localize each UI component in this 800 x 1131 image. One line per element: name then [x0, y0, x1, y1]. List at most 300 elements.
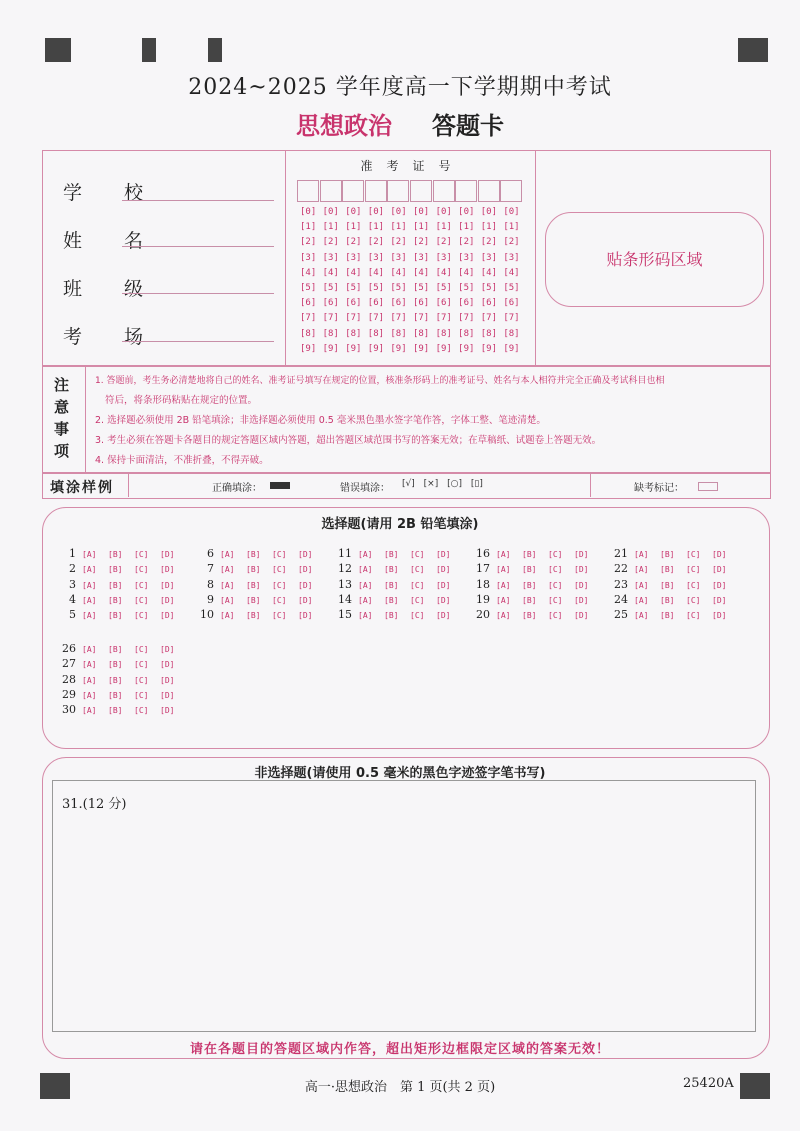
zkz-digit-cell[interactable] — [410, 180, 432, 202]
wrong-fill-label: 错误填涂： — [340, 483, 390, 494]
zkz-digit-row — [300, 207, 526, 217]
mc-option-bubble[interactable]: [B] — [246, 611, 261, 621]
mc-option-bubble[interactable]: [A] — [358, 565, 373, 575]
zkz-bubble[interactable]: [2] — [435, 237, 452, 248]
zkz-bubble[interactable]: [3] — [412, 252, 430, 263]
mc-option-bubble[interactable]: [C] — [410, 580, 425, 590]
mc-option-bubble[interactable]: [D] — [712, 565, 727, 575]
mc-option-bubble[interactable]: [A] — [358, 580, 373, 590]
mc-option-bubble[interactable]: [C] — [410, 611, 425, 621]
mc-option-bubble[interactable]: [D] — [298, 580, 313, 590]
zkz-bubble[interactable]: [4] — [458, 267, 475, 278]
mc-option-bubble[interactable]: [C] — [134, 690, 149, 700]
zkz-bubble[interactable]: [8] — [435, 328, 452, 339]
zkz-bubble[interactable]: [0] — [345, 207, 362, 217]
zkz-bubble[interactable]: [2] — [322, 237, 339, 248]
mc-option-bubble[interactable]: [D] — [160, 565, 175, 575]
mc-option-bubble[interactable]: [D] — [298, 611, 313, 621]
mc-option-bubble[interactable]: [B] — [660, 595, 675, 605]
zkz-bubble[interactable]: [3] — [322, 252, 339, 263]
zkz-bubble[interactable]: [8] — [345, 328, 362, 339]
zkz-bubble[interactable]: [9] — [367, 343, 385, 354]
mc-option-bubble[interactable]: [A] — [220, 595, 235, 605]
zkz-bubble[interactable]: [4] — [322, 267, 339, 278]
mc-option-bubble[interactable]: [B] — [108, 565, 123, 575]
mc-question-number: 1 — [69, 547, 76, 560]
zkz-bubble[interactable]: [8] — [412, 328, 430, 339]
zkz-digit-cell[interactable] — [455, 180, 477, 202]
mc-option-bubble[interactable]: [D] — [160, 611, 175, 621]
mc-option-bubble[interactable]: [B] — [522, 565, 537, 575]
zkz-bubble[interactable]: [6] — [503, 298, 520, 309]
zkz-bubble[interactable]: [2] — [458, 237, 475, 248]
mc-option-bubble[interactable]: [D] — [298, 565, 313, 575]
class-field[interactable] — [122, 293, 274, 294]
timing-mark — [45, 38, 71, 62]
mc-option-bubble[interactable]: [A] — [496, 550, 511, 559]
mc-option-bubble[interactable]: [D] — [436, 595, 451, 605]
zkz-digit-cell[interactable] — [297, 180, 319, 202]
zkz-bubble[interactable]: [8] — [458, 328, 475, 339]
mc-option-bubble[interactable]: [B] — [522, 611, 537, 621]
zkz-bubble[interactable]: [5] — [412, 283, 430, 293]
zkz-digit-cell[interactable] — [365, 180, 387, 202]
mc-option-bubble[interactable]: [C] — [272, 550, 287, 559]
mc-option-bubble[interactable]: [A] — [220, 565, 235, 575]
mc-option-bubble[interactable]: [B] — [108, 675, 123, 685]
mc-option-bubble[interactable]: [A] — [496, 595, 511, 605]
notes-heading-char: 意 — [54, 398, 70, 416]
card-label: 答题卡 — [432, 111, 504, 140]
zkz-bubble[interactable]: [5] — [367, 283, 385, 293]
zkz-digit-row — [300, 268, 526, 278]
mc-option-bubble[interactable]: [D] — [436, 580, 451, 590]
zkz-bubble[interactable]: [9] — [412, 343, 430, 354]
mc-question-row — [610, 547, 738, 560]
zkz-bubble[interactable]: [0] — [412, 207, 430, 217]
zkz-bubble[interactable]: [8] — [390, 328, 407, 339]
mc-option-bubble[interactable]: [C] — [686, 595, 701, 605]
mc-option-bubble[interactable]: [C] — [272, 595, 287, 605]
mc-option-bubble[interactable]: [C] — [548, 580, 563, 590]
mc-option-bubble[interactable]: [C] — [272, 611, 287, 621]
mc-question-row — [610, 608, 738, 621]
mc-option-bubble[interactable]: [B] — [660, 550, 675, 559]
mc-option-bubble[interactable]: [C] — [548, 611, 563, 621]
name-label: 姓 名 — [63, 230, 162, 252]
mc-option-bubble[interactable]: [C] — [548, 565, 563, 575]
zkz-bubble[interactable]: [9] — [390, 343, 407, 354]
zkz-bubble[interactable]: [1] — [435, 222, 452, 233]
zkz-bubble[interactable]: [8] — [480, 328, 498, 339]
mc-option-bubble[interactable]: [B] — [522, 580, 537, 590]
mc-option-bubble[interactable]: [B] — [108, 690, 123, 700]
mc-option-bubble[interactable]: [B] — [660, 611, 675, 621]
zkz-bubble[interactable]: [3] — [367, 252, 385, 263]
zkz-bubble[interactable]: [5] — [435, 283, 452, 293]
zkz-bubble[interactable]: [2] — [390, 237, 407, 248]
mc-option-bubble[interactable]: [B] — [522, 595, 537, 605]
zkz-digit-row — [300, 237, 526, 247]
mc-question-number: 13 — [338, 577, 352, 591]
mc-option-bubble[interactable]: [B] — [108, 595, 123, 605]
name-field[interactable] — [122, 246, 274, 247]
mc-option-bubble[interactable]: [A] — [220, 580, 235, 590]
zkz-bubble[interactable]: [6] — [458, 298, 475, 309]
zkz-bubble[interactable]: [2] — [503, 237, 520, 248]
zkz-bubble[interactable]: [4] — [412, 267, 430, 278]
mc-question-row — [196, 608, 324, 621]
mc-option-bubble[interactable]: [A] — [358, 611, 373, 621]
note-line: 2. 选择题必须使用 2B 铅笔填涂；非选择题必须使用 0.5 毫米黑色墨水签字笔作答，字体工整、笔迹清楚。 — [95, 415, 546, 426]
zkz-bubble[interactable]: [1] — [367, 222, 385, 233]
mc-option-bubble[interactable]: [A] — [220, 550, 235, 559]
zkz-bubble[interactable]: [7] — [367, 313, 385, 324]
zkz-bubble[interactable]: [6] — [480, 298, 498, 309]
mc-option-bubble[interactable]: [C] — [134, 660, 149, 670]
room-field[interactable] — [122, 341, 274, 342]
zkz-bubble[interactable]: [1] — [300, 222, 317, 233]
mc-option-bubble[interactable]: [C] — [686, 580, 701, 590]
mc-option-bubble[interactable]: [D] — [160, 690, 175, 700]
mc-option-bubble[interactable]: [D] — [712, 550, 727, 559]
mc-option-bubble[interactable]: [C] — [134, 595, 149, 605]
barcode-label: 贴条形码区域 — [606, 250, 703, 269]
zkz-bubble[interactable]: [4] — [390, 267, 407, 278]
timing-mark — [208, 38, 222, 62]
zkz-divider-right — [535, 150, 536, 365]
mc-option-bubble[interactable]: [C] — [134, 675, 149, 685]
zkz-bubble[interactable]: [3] — [503, 252, 520, 263]
mc-option-bubble[interactable]: [D] — [160, 550, 175, 559]
mc-option-bubble[interactable]: [A] — [496, 565, 511, 575]
mc-option-bubble[interactable]: [A] — [82, 565, 97, 575]
mc-option-bubble[interactable]: [C] — [686, 565, 701, 575]
mc-question-number: 4 — [69, 592, 76, 606]
wrong-sample: [√] — [402, 479, 415, 489]
zkz-bubble[interactable]: [5] — [345, 283, 362, 293]
timing-mark — [738, 38, 768, 62]
mc-option-bubble[interactable]: [C] — [548, 550, 563, 559]
mc-option-bubble[interactable]: [D] — [574, 580, 589, 590]
mc-option-bubble[interactable]: [D] — [436, 565, 451, 575]
mc-option-bubble[interactable]: [D] — [298, 595, 313, 605]
mc-option-bubble[interactable]: [A] — [82, 550, 97, 559]
mc-question-number: 19 — [476, 592, 490, 606]
zkz-bubble[interactable]: [2] — [480, 237, 498, 248]
q31-answer-area[interactable] — [52, 780, 756, 1032]
mc-option-bubble[interactable]: [C] — [134, 550, 149, 559]
mc-option-bubble[interactable]: [C] — [134, 645, 149, 654]
mc-option-bubble[interactable]: [D] — [160, 675, 175, 685]
subject-name: 思想政治 — [296, 111, 392, 140]
mc-option-bubble[interactable]: [D] — [160, 645, 175, 654]
mc-option-bubble[interactable]: [C] — [272, 580, 287, 590]
zkz-bubble[interactable]: [9] — [503, 343, 520, 354]
zkz-bubble[interactable]: [9] — [435, 343, 452, 354]
wrong-sample: [×] — [423, 479, 439, 489]
zkz-bubble[interactable]: [6] — [300, 298, 317, 309]
note-line: 符后，将条形码粘贴在规定的位置。 — [105, 395, 258, 406]
mc-question-number: 29 — [62, 687, 76, 701]
zkz-bubble[interactable]: [2] — [412, 237, 430, 248]
zkz-digit-cell[interactable] — [500, 180, 522, 202]
zkz-bubble[interactable]: [5] — [503, 283, 520, 293]
zkz-bubble[interactable]: [5] — [322, 283, 339, 293]
zkz-bubble[interactable]: [7] — [322, 313, 339, 324]
mc-question-number: 28 — [62, 672, 76, 686]
zkz-digit-cell[interactable] — [478, 180, 500, 202]
zkz-bubble[interactable]: [3] — [435, 252, 452, 263]
zkz-bubble[interactable]: [4] — [367, 267, 385, 278]
mc-option-bubble[interactable]: [B] — [660, 580, 675, 590]
mc-option-bubble[interactable]: [A] — [82, 611, 97, 621]
mc-option-bubble[interactable]: [A] — [82, 706, 97, 716]
mc-option-bubble[interactable]: [D] — [712, 611, 727, 621]
mc-question-number: 23 — [614, 577, 628, 591]
zkz-digit-row — [300, 283, 526, 293]
mc-option-bubble[interactable]: [D] — [436, 550, 451, 559]
mc-question-number: 24 — [614, 592, 628, 606]
zkz-bubble[interactable]: [5] — [390, 283, 407, 293]
mc-option-bubble[interactable]: [C] — [134, 580, 149, 590]
mc-option-bubble[interactable]: [D] — [298, 550, 313, 559]
mc-option-bubble[interactable]: [A] — [82, 645, 97, 654]
note-line: 4. 保持卡面清洁，不准折叠，不得弄破。 — [95, 455, 269, 466]
zkz-bubble[interactable]: [7] — [390, 313, 407, 324]
mc-question-number: 6 — [207, 547, 214, 560]
mc-option-bubble[interactable]: [B] — [108, 580, 123, 590]
zkz-bubble[interactable]: [8] — [367, 328, 385, 339]
zkz-bubble[interactable]: [6] — [345, 298, 362, 309]
mc-option-bubble[interactable]: [D] — [160, 660, 175, 670]
mc-option-bubble[interactable]: [D] — [436, 611, 451, 621]
mc-option-bubble[interactable]: [A] — [82, 660, 97, 670]
zkz-bubble[interactable]: [6] — [367, 298, 385, 309]
mc-option-bubble[interactable]: [C] — [134, 706, 149, 716]
mc-option-bubble[interactable]: [D] — [160, 595, 175, 605]
zkz-bubble[interactable]: [0] — [503, 207, 520, 217]
mc-question-row — [472, 593, 600, 606]
mc-option-bubble[interactable]: [C] — [134, 611, 149, 621]
mc-option-bubble[interactable]: [C] — [410, 595, 425, 605]
out-of-bounds-warning: 请在各题目的答题区域内作答，超出矩形边框限定区域的答案无效！ — [189, 1042, 610, 1057]
mc-option-bubble[interactable]: [B] — [108, 611, 123, 621]
fill-divider — [590, 472, 591, 497]
zkz-bubble[interactable]: [4] — [300, 267, 317, 278]
mc-option-bubble[interactable]: [C] — [272, 565, 287, 575]
notes-text — [95, 371, 765, 471]
mc-question-number: 25 — [614, 608, 628, 622]
barcode-area — [545, 212, 764, 307]
mc-question-row — [196, 562, 324, 575]
mc-question-row — [58, 642, 186, 655]
mc-question-row — [58, 673, 186, 686]
zkz-bubble[interactable]: [0] — [480, 207, 498, 217]
zkz-bubble[interactable]: [6] — [390, 298, 407, 309]
zkz-bubble[interactable]: [7] — [345, 313, 362, 324]
zkz-bubble[interactable]: [4] — [435, 267, 452, 278]
mc-option-bubble[interactable]: [A] — [220, 611, 235, 621]
zkz-bubble[interactable]: [9] — [322, 343, 339, 354]
zkz-bubble[interactable]: [3] — [390, 252, 407, 263]
zkz-bubble[interactable]: [6] — [412, 298, 430, 309]
mc-option-bubble[interactable]: [B] — [108, 660, 123, 670]
mc-option-bubble[interactable]: [B] — [384, 565, 399, 575]
zkz-bubble[interactable]: [6] — [322, 298, 339, 309]
mc-question-number: 26 — [62, 642, 76, 655]
zkz-digit-cell[interactable] — [320, 180, 342, 202]
zkz-bubble[interactable]: [5] — [458, 283, 475, 293]
zkz-bubble[interactable]: [4] — [480, 267, 498, 278]
zkz-bubble[interactable]: [7] — [458, 313, 475, 324]
mc-option-bubble[interactable]: [B] — [108, 550, 123, 559]
mc-option-bubble[interactable]: [A] — [496, 611, 511, 621]
zkz-bubble[interactable]: [9] — [458, 343, 475, 354]
zkz-bubble[interactable]: [1] — [345, 222, 362, 233]
mc-option-bubble[interactable]: [D] — [712, 580, 727, 590]
mc-question-row — [196, 547, 324, 560]
zkz-bubble[interactable]: [8] — [322, 328, 339, 339]
zkz-digit-cell[interactable] — [342, 180, 364, 202]
mc-question-row — [472, 608, 600, 621]
mc-option-bubble[interactable]: [C] — [686, 550, 701, 559]
zkz-bubble[interactable]: [0] — [435, 207, 452, 217]
zkz-bubble[interactable]: [8] — [300, 328, 317, 339]
mc-option-bubble[interactable]: [A] — [358, 595, 373, 605]
mc-option-bubble[interactable]: [C] — [134, 565, 149, 575]
zkz-bubble[interactable]: [5] — [300, 283, 317, 293]
timing-mark — [142, 38, 156, 62]
card-code: 25420A — [683, 1076, 734, 1091]
zkz-bubble[interactable]: [9] — [345, 343, 362, 354]
zkz-bubble[interactable]: [2] — [300, 237, 317, 248]
zkz-bubble[interactable]: [0] — [322, 207, 339, 217]
mc-option-bubble[interactable]: [B] — [660, 565, 675, 575]
zkz-bubble[interactable]: [1] — [412, 222, 430, 233]
mc-option-bubble[interactable]: [A] — [634, 565, 649, 575]
school-label: 学 校 — [63, 182, 162, 204]
zkz-bubble[interactable]: [4] — [503, 267, 520, 278]
mc-option-bubble[interactable]: [B] — [108, 706, 123, 716]
mc-option-bubble[interactable]: [D] — [160, 706, 175, 716]
zkz-bubble[interactable]: [3] — [345, 252, 362, 263]
mc-question-row — [58, 593, 186, 606]
wrong-sample: [▯] — [470, 479, 483, 489]
mc-option-bubble[interactable]: [A] — [82, 675, 97, 685]
mc-question-number: 2 — [69, 562, 76, 576]
mc-option-bubble[interactable]: [B] — [384, 580, 399, 590]
mc-option-bubble[interactable]: [A] — [82, 690, 97, 700]
zkz-bubble[interactable]: [1] — [322, 222, 339, 233]
mc-question-number: 14 — [338, 592, 352, 606]
zkz-bubble[interactable]: [1] — [390, 222, 407, 233]
zkz-bubble[interactable]: [1] — [458, 222, 475, 233]
mc-option-bubble[interactable]: [B] — [246, 565, 261, 575]
mc-option-bubble[interactable]: [B] — [384, 611, 399, 621]
zkz-bubble[interactable]: [3] — [458, 252, 475, 263]
zkz-bubble[interactable]: [4] — [345, 267, 362, 278]
zkz-bubble[interactable]: [8] — [503, 328, 520, 339]
mc-option-bubble[interactable]: [C] — [410, 565, 425, 575]
zkz-bubble[interactable]: [0] — [390, 207, 407, 217]
zkz-bubble[interactable]: [3] — [300, 252, 317, 263]
mc-option-bubble[interactable]: [D] — [160, 580, 175, 590]
mc-option-bubble[interactable]: [D] — [574, 550, 589, 559]
zkz-bubble[interactable]: [9] — [480, 343, 498, 354]
mc-option-bubble[interactable]: [D] — [574, 595, 589, 605]
zkz-divider-left — [285, 150, 286, 365]
exam-title: 2024~2025 学年度高一下学期期中考试 — [188, 75, 612, 100]
mc-option-bubble[interactable]: [C] — [686, 611, 701, 621]
zkz-bubble[interactable]: [7] — [503, 313, 520, 324]
zkz-bubble[interactable]: [7] — [480, 313, 498, 324]
mc-question-row — [58, 547, 186, 560]
correct-fill-label: 正确填涂： — [212, 483, 262, 494]
zkz-bubble[interactable]: [1] — [503, 222, 520, 233]
mc-option-bubble[interactable]: [A] — [634, 580, 649, 590]
mc-option-bubble[interactable]: [A] — [634, 550, 649, 559]
zkz-bubble[interactable]: [2] — [345, 237, 362, 248]
mc-option-bubble[interactable]: [B] — [522, 550, 537, 559]
mc-question-number: 9 — [207, 592, 214, 606]
zkz-bubble[interactable]: [6] — [435, 298, 452, 309]
zkz-bubble[interactable]: [0] — [458, 207, 475, 217]
zkz-bubble[interactable]: [1] — [480, 222, 498, 233]
mc-question-number: 20 — [476, 608, 490, 622]
zkz-bubble[interactable]: [7] — [300, 313, 317, 324]
mc-option-bubble[interactable]: [D] — [712, 595, 727, 605]
mc-option-bubble[interactable]: [A] — [358, 550, 373, 559]
fill-sample-label: 填涂样例 — [50, 480, 114, 496]
mc-question-row — [610, 562, 738, 575]
absent-mark-label: 缺考标记： — [634, 483, 684, 494]
mc-option-bubble[interactable]: [A] — [82, 595, 97, 605]
mc-option-bubble[interactable]: [B] — [246, 550, 261, 559]
mc-option-bubble[interactable]: [A] — [634, 611, 649, 621]
mc-option-bubble[interactable]: [A] — [634, 595, 649, 605]
mc-option-bubble[interactable]: [A] — [496, 580, 511, 590]
mc-question-number: 7 — [207, 562, 214, 576]
mc-option-bubble[interactable]: [C] — [410, 550, 425, 559]
zkz-bubble[interactable]: [7] — [412, 313, 430, 324]
zkz-bubble[interactable]: [0] — [300, 207, 317, 217]
mc-option-bubble[interactable]: [A] — [82, 580, 97, 590]
mc-option-bubble[interactable]: [D] — [574, 565, 589, 575]
mc-question-row — [334, 608, 462, 621]
zkz-bubble[interactable]: [3] — [480, 252, 498, 263]
zkz-bubble[interactable]: [7] — [435, 313, 452, 324]
mc-option-bubble[interactable]: [B] — [384, 550, 399, 559]
mc-option-bubble[interactable]: [B] — [108, 645, 123, 654]
mc-option-bubble[interactable]: [B] — [246, 595, 261, 605]
mc-question-number: 22 — [614, 562, 628, 576]
notes-heading-char: 项 — [54, 442, 70, 460]
mc-option-bubble[interactable]: [C] — [548, 595, 563, 605]
zkz-bubble[interactable]: [5] — [480, 283, 498, 293]
zkz-bubble[interactable]: [0] — [367, 207, 385, 217]
mc-option-bubble[interactable]: [B] — [246, 580, 261, 590]
absent-mark-box[interactable] — [698, 482, 718, 491]
zkz-digit-cell[interactable] — [387, 180, 409, 202]
zkz-bubble[interactable]: [2] — [367, 237, 385, 248]
mc-option-bubble[interactable]: [D] — [574, 611, 589, 621]
zkz-bubble[interactable]: [9] — [300, 343, 317, 354]
mc-option-bubble[interactable]: [B] — [384, 595, 399, 605]
school-field[interactable] — [122, 200, 274, 201]
zkz-digit-cell[interactable] — [433, 180, 455, 202]
zkz-title: 准考证号 — [360, 159, 465, 173]
